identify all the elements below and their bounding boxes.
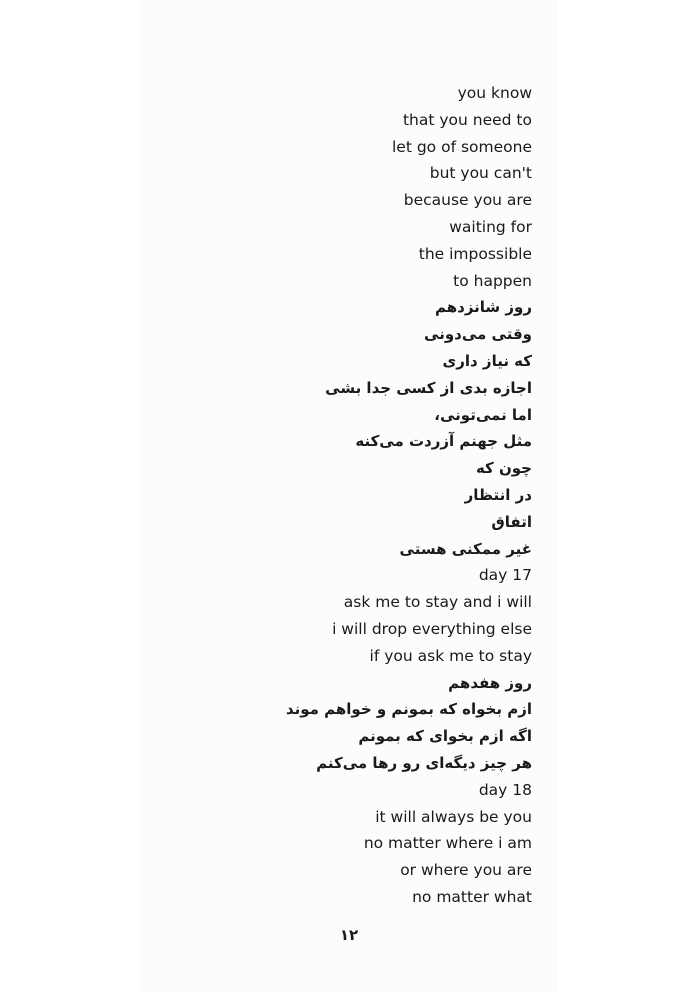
poem-line: وقتی می‌دونی	[424, 325, 532, 344]
poem-line: because you are	[403, 191, 532, 210]
poem-text	[286, 80, 532, 911]
poem-line: در انتظار	[464, 485, 532, 504]
poem-line: هر چیز دیگه‌ای رو رها می‌کنم	[316, 753, 532, 772]
poem-line: i will drop everything else	[332, 619, 532, 638]
poem-line: ask me to stay and i will	[343, 593, 532, 612]
poem-line: که نیاز داری	[442, 351, 532, 370]
poem-line: but you can't	[429, 164, 532, 183]
poem-line: اگه ازم بخوای که بمونم	[358, 727, 532, 746]
poem-line: اما نمی‌تونی،	[434, 405, 532, 424]
poem-line: to happen	[453, 271, 532, 290]
poem-line: اجازه بدی از کسی جدا بشی	[325, 378, 532, 397]
poem-line: غیر ممکنی هستی	[399, 539, 532, 558]
poem-line: it will always be you	[375, 807, 532, 826]
poem-line: the impossible	[418, 244, 532, 263]
day-heading: day 17	[478, 566, 532, 585]
poem-line: if you ask me to stay	[369, 646, 532, 665]
poem-line: no matter where i am	[363, 834, 532, 853]
day-heading: روز هفدهم	[448, 673, 532, 692]
poem-line: that you need to	[402, 110, 532, 129]
poem-line: waiting for	[449, 217, 532, 236]
poem-line: or where you are	[400, 861, 532, 880]
poem-line: اتفاق	[491, 512, 532, 531]
poem-line: ازم بخواه که بمونم و خواهم موند	[285, 700, 532, 719]
poem-line: no matter what	[412, 887, 532, 906]
poem-line: you know	[457, 84, 532, 102]
day-heading: day 18	[478, 780, 532, 799]
day-heading: روز شانزدهم	[434, 298, 532, 317]
page-number: ۱۲	[339, 926, 359, 944]
poem-line: چون که	[475, 459, 532, 478]
poem-line: مثل جهنم آزردت می‌کنه	[355, 432, 532, 451]
poem-line: let go of someone	[392, 137, 532, 156]
